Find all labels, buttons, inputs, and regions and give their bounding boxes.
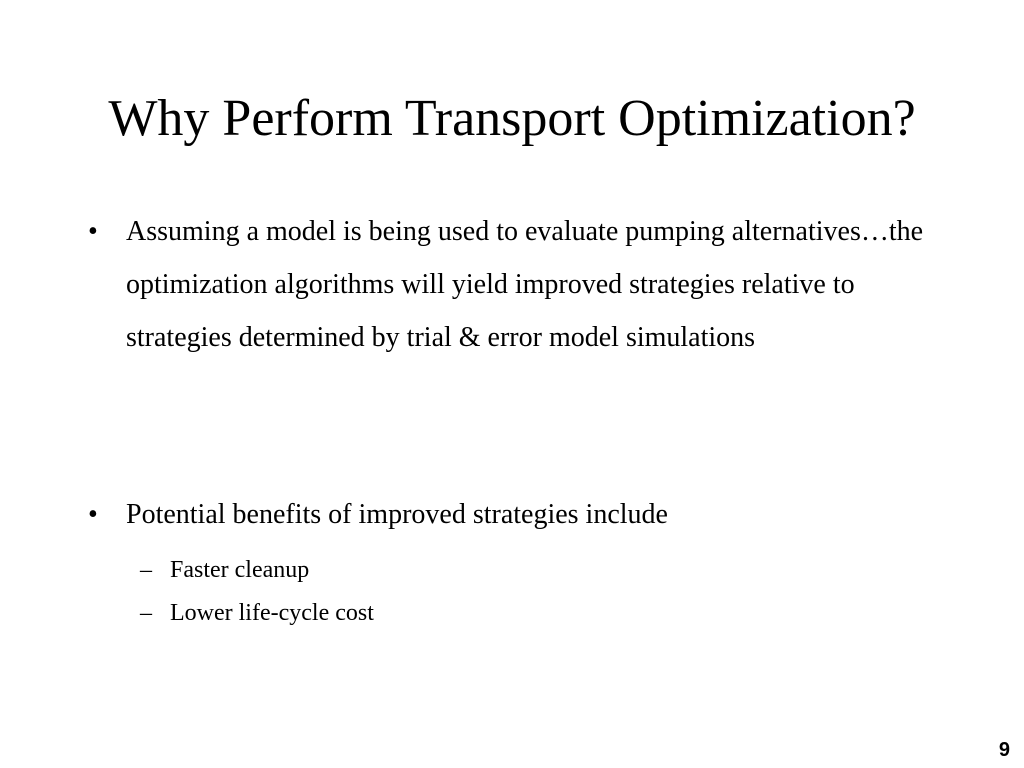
bullet-text: Assuming a model is being used to evaluate pumping alternatives…the optimization algorithms will yield improved strategies relative to strategies determined by trial & error model simulations bbox=[126, 216, 924, 353]
page-number: 9 bbox=[998, 739, 1010, 761]
sub-bullet-marker: – bbox=[140, 600, 152, 626]
sub-bullet-text: Lower life-cycle cost bbox=[170, 600, 374, 626]
bullet-marker: • bbox=[88, 216, 98, 247]
slide-title: Why Perform Transport Optimization? bbox=[108, 90, 916, 147]
sub-bullet-marker: – bbox=[140, 557, 152, 583]
sub-bullet-text: Faster cleanup bbox=[170, 557, 310, 583]
bullet-text: Potential benefits of improved strategies include bbox=[126, 499, 668, 530]
bullet-marker: • bbox=[88, 499, 98, 530]
